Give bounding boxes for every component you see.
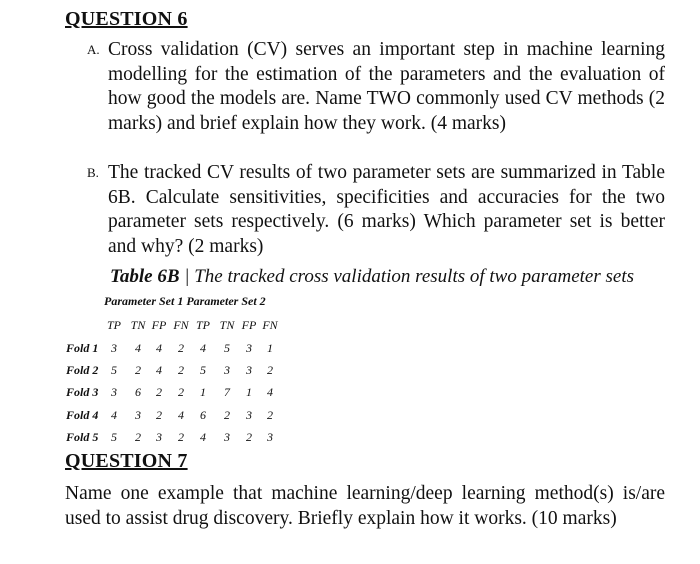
table-cell: 2 (178, 341, 184, 355)
table-caption (110, 266, 634, 288)
table-cell: 2 (267, 408, 273, 422)
table-cell: 4 (156, 363, 162, 377)
table-cell: 4 (178, 408, 184, 422)
question-7-heading: QUESTION 7 (65, 450, 188, 472)
table-set-header: Parameter Set 1 Parameter Set 2 (104, 294, 266, 308)
column-header: FN (173, 318, 189, 332)
column-header: TN (130, 318, 146, 332)
table-cell: 4 (111, 408, 117, 422)
table-cell: 7 (224, 385, 230, 399)
table-cell: 1 (267, 341, 273, 355)
row-label: Fold 4 (66, 408, 99, 422)
table-cell: 1 (246, 385, 252, 399)
column-header: FN (262, 318, 278, 332)
table-cell: 2 (135, 363, 141, 377)
item-label-a: A. (87, 42, 100, 57)
table-cell: 5 (111, 363, 117, 377)
table-cell: 5 (200, 363, 206, 377)
question-6-heading: QUESTION 6 (65, 8, 188, 30)
table-cell: 5 (224, 341, 230, 355)
table-cell: 4 (200, 430, 206, 444)
table-cell: 2 (178, 430, 184, 444)
table-cell: 6 (135, 385, 141, 399)
table-cell: 2 (178, 363, 184, 377)
column-header: FP (151, 318, 167, 332)
table-cell: 3 (224, 363, 230, 377)
table-cell: 4 (267, 385, 273, 399)
table-cell: 3 (111, 385, 117, 399)
row-label: Fold 3 (66, 385, 99, 399)
column-header: TP (195, 318, 210, 332)
row-label: Fold 5 (66, 430, 99, 444)
table-cell: 4 (200, 341, 206, 355)
column-header: TN (219, 318, 235, 332)
table-cell: 3 (246, 363, 252, 377)
table-cell: 1 (200, 385, 206, 399)
row-label: Fold 1 (66, 341, 99, 355)
table-cell: 4 (156, 341, 162, 355)
question-6b-text: The tracked CV results of two parameter sets are summarized in Table 6B. Calculate sensitivities, specificities and accuracies for the two parameter sets respectively. (6 marks) Which parameter set is better and why? (2 marks) (108, 162, 665, 257)
row-label: Fold 2 (66, 363, 99, 377)
table-caption-label: Table 6B (110, 266, 180, 287)
table-cell: 3 (156, 430, 162, 444)
table-cell: 5 (111, 430, 117, 444)
question-7-text: Name one example that machine learning/deep learning method(s) is/are used to assist drug discovery. Briefly explain how it works. (10 marks) (65, 483, 665, 529)
table-cell: 6 (200, 408, 206, 422)
column-header: TP (106, 318, 121, 332)
table-cell: 3 (111, 341, 117, 355)
table-cell: 4 (135, 341, 141, 355)
table-cell: 2 (156, 408, 162, 422)
table-cell: 3 (246, 408, 252, 422)
table-caption-text: | The tracked cross validation results of two parameter sets (179, 266, 635, 287)
table-cell: 3 (224, 430, 230, 444)
table-cell: 2 (267, 363, 273, 377)
column-header: FP (241, 318, 257, 332)
table-cell: 2 (135, 430, 141, 444)
table-cell: 3 (246, 341, 252, 355)
question-6a-text: Cross validation (CV) serves an important step in machine learning modelling for the estimation of the parameters and the evaluation of how good the models are. Name TWO commonly used CV methods (2 marks) and brief explain how they work. (4 marks) (108, 39, 665, 134)
table-cell: 2 (224, 408, 230, 422)
table-cell: 3 (135, 408, 141, 422)
table-cell: 3 (267, 430, 273, 444)
question-6b (87, 161, 665, 259)
table-cell: 2 (246, 430, 252, 444)
item-label-b: B. (87, 165, 99, 180)
table-cell: 2 (178, 385, 184, 399)
question-6a (87, 38, 665, 136)
table-cell: 2 (156, 385, 162, 399)
